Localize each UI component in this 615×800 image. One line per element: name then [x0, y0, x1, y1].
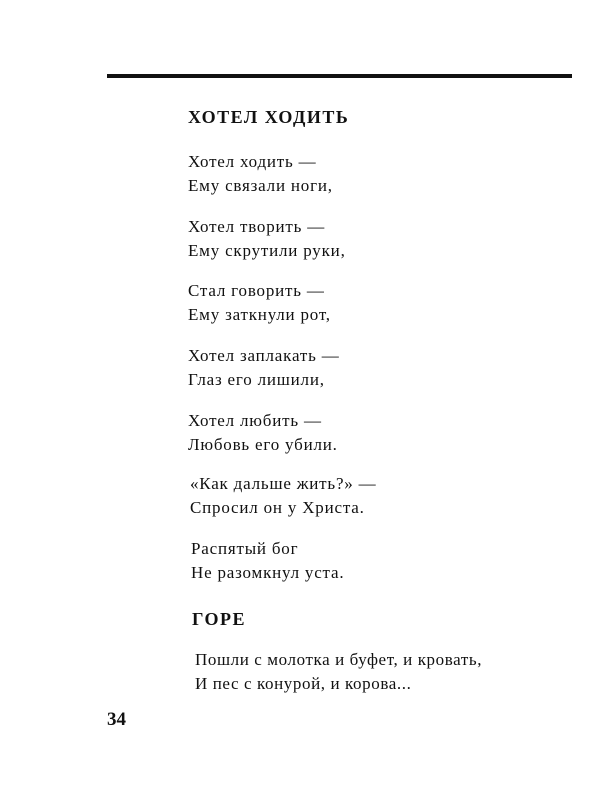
- stanza: [195, 648, 482, 696]
- poem-line: Пошли с молотка и буфет, и кровать,: [195, 650, 483, 669]
- poem-line: Хотел любить —: [188, 411, 322, 430]
- poem-line: Стал говорить —: [188, 281, 325, 300]
- poem-line: Спросил он у Христа.: [190, 498, 365, 517]
- poem-line: Ему скрутили руки,: [188, 241, 346, 260]
- poem-line: Хотел ходить —: [188, 152, 317, 171]
- stanza: [191, 537, 344, 585]
- header-rule: [107, 74, 572, 78]
- stanza: [188, 150, 333, 198]
- poem-line: Любовь его убили.: [188, 435, 338, 454]
- poem-line: Распятый бог: [191, 539, 299, 558]
- poem-title: ХОТЕЛ ХОДИТЬ: [188, 107, 350, 127]
- poem-line: Не разомкнул уста.: [191, 563, 345, 582]
- poem-line: Ему заткнули рот,: [188, 305, 331, 324]
- poem-line: «Как дальше жить?» —: [190, 474, 377, 493]
- poem-line: Хотел заплакать —: [188, 346, 340, 365]
- page-number: 34: [107, 709, 126, 730]
- poem-title: ГОРЕ: [192, 609, 247, 629]
- stanza: [188, 409, 338, 457]
- poem-line: Глаз его лишили,: [188, 370, 325, 389]
- poem-line: И пес с конурой, и корова...: [195, 674, 412, 693]
- stanza: [188, 344, 340, 392]
- stanza: [188, 279, 331, 327]
- stanza: [188, 215, 346, 263]
- stanza: [190, 472, 376, 520]
- poem-line: Хотел творить —: [188, 217, 326, 236]
- poem-line: Ему связали ноги,: [188, 176, 333, 195]
